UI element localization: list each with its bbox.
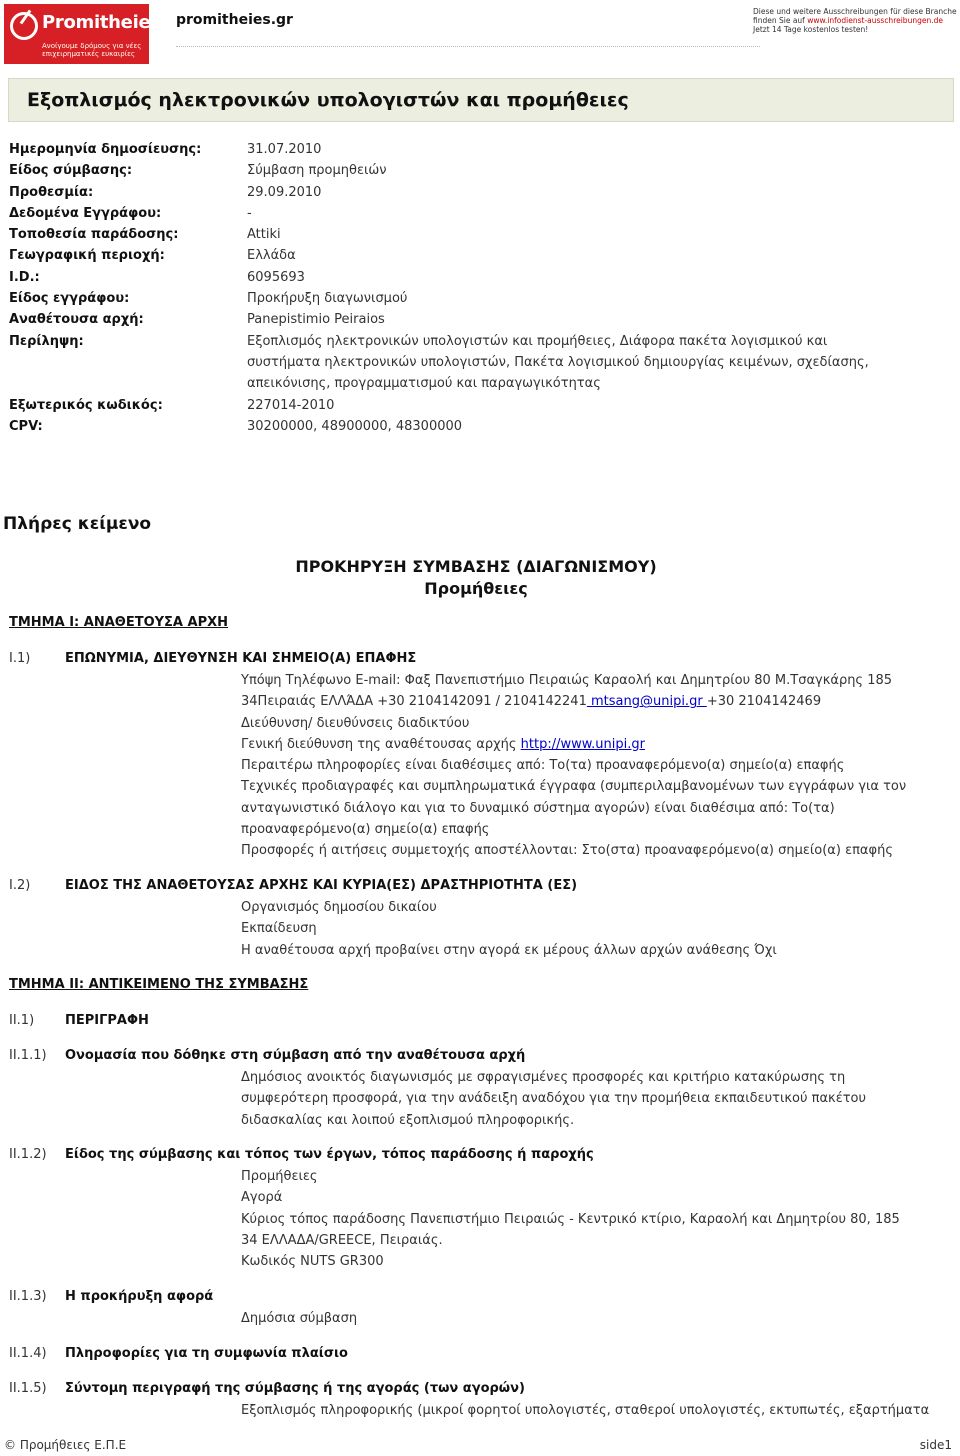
detail-row — [9, 416, 949, 437]
item-number: II.1.1) — [9, 1048, 47, 1063]
detail-label: Προθεσμία: — [9, 184, 94, 200]
notice-title-sub: Προμήθειες — [424, 579, 528, 598]
body-line: Κωδικός NUTS GR300 — [241, 1254, 384, 1270]
detail-row — [9, 160, 949, 181]
footer-copyright: © Προμήθειες Ε.Π.Ε — [4, 1438, 127, 1452]
item-body — [241, 1400, 941, 1421]
detail-value: 30200000, 48900000, 48300000 — [247, 418, 463, 434]
info-line: Τεχνικές προδιαγραφές και συμπληρωματικά έγγραφα (συμπεριλαμβανομένων των εγγράφων για τον ανταγωνιστικό διάλογο και για το δυναμικό σύστημα αγορών) είναι διαθέσιμα από: Το(τα) προαναφερόμενο(α) σημείο(α) επαφής — [241, 779, 907, 838]
detail-label: Περίληψη: — [9, 333, 84, 349]
detail-value: 6095693 — [247, 269, 305, 285]
notice-title — [0, 556, 952, 600]
item-number: II.1.4) — [9, 1346, 47, 1361]
item-number: I.2) — [9, 878, 31, 893]
item-heading: ΕΙΔΟΣ ΤΗΣ ΑΝΑΘΕΤΟΥΣΑΣ ΑΡΧΗΣ ΚΑΙ ΚΥΡΙΑ(ΕΣ) ΔΡΑΣΤΗΡΙΟΤΗΤΑ (ΕΣ) — [65, 878, 578, 893]
body-line: Προμήθειες — [241, 1169, 318, 1184]
detail-row — [9, 182, 949, 203]
detail-value: Panepistimio Peiraios — [247, 312, 385, 328]
detail-value: 29.09.2010 — [247, 184, 322, 200]
detail-value: Εξοπλισμός ηλεκτρονικών υπολογιστών και προμήθειες, Διάφορα πακέτα λογισμικού και συστήματα ηλεκτρονικών υπολογιστών, Πακέτα λογισμικού δημιουργίας κειμένων, σχεδίασης, απεικόνισης, προγραμματισμού και παραγωγικότητας — [247, 333, 869, 392]
body-line: Κύριος τόπος παράδοσης Πανεπιστήμιο Πειραιώς - Κεντρικό κτίριο, Καραολή και Δημητρίου 80, 185 34 ΕΛΛΑΔΑ/GREECE, Πειραιάς. — [241, 1211, 900, 1248]
detail-value: Προκήρυξη διαγωνισμού — [247, 291, 408, 307]
section-heading: ΤΜΗΜΑ II: ΑΝΤΙΚΕΙΜΕΝΟ ΤΗΣ ΣΥΜΒΑΣΗΣ — [9, 977, 309, 992]
item-body — [241, 1166, 901, 1272]
detail-label: Δεδομένα Εγγράφου: — [9, 205, 162, 221]
item-heading: Είδος της σύμβασης και τόπος των έργων, τόπος παράδοσης ή παροχής — [65, 1147, 594, 1162]
item-heading: Ονομασία που δόθηκε στη σύμβαση από την αναθέτουσα αρχή — [65, 1048, 526, 1063]
detail-value: 31.07.2010 — [247, 142, 322, 157]
item-heading: Η προκήρυξη αφορά — [65, 1289, 214, 1304]
header-divider — [176, 46, 760, 47]
detail-row — [9, 267, 949, 288]
site-name: promitheies.gr — [176, 12, 293, 28]
tender-details — [9, 139, 949, 437]
logo-target-icon — [10, 12, 38, 40]
ad-text-2: Jetzt 14 Tage kostenlos testen! — [753, 25, 869, 34]
item-body — [241, 1308, 941, 1329]
section-heading: ΤΜΗΜΑ I: ΑΝΑΘΕΤΟΥΣΑ ΑΡΧΗ — [9, 615, 228, 630]
item-heading: Πληροφορίες για τη συμφωνία πλαίσιο — [65, 1346, 348, 1361]
web-prefix: Γενική διεύθυνση της αναθέτουσας αρχής — [241, 736, 521, 752]
ad-link[interactable]: www.infodienst-ausschreibungen.de — [807, 16, 943, 25]
detail-label: Αναθέτουσα αρχή: — [9, 312, 144, 328]
logo-name: Promitheies.gr — [42, 12, 189, 33]
detail-value: Σύμβαση προμηθειών — [247, 163, 387, 179]
detail-row — [9, 395, 949, 416]
detail-label: Ημερομηνία δημοσίευσης: — [9, 142, 202, 157]
detail-row — [9, 203, 949, 224]
logo-tagline: Ανοίγουμε δρόμους για νέες επιχειρηματικές ευκαιρίες — [42, 42, 142, 58]
website-link[interactable]: http://www.unipi.gr — [520, 736, 645, 752]
web-label: Διεύθυνση/ διευθύνσεις διαδικτύου — [241, 715, 470, 731]
detail-value: - — [247, 205, 252, 221]
body-line: Δημόσιος ανοικτός διαγωνισμός με σφραγισμένες προσφορές και κριτήριο κατακύρωσης τη συμφερότερη προσφορά, για την ανάδειξη αναδόχου για την προμήθεια εκπαιδευτικού πακέτου διδασκαλίας και λοιπού εξοπλισμού πληροφορικής. — [241, 1070, 867, 1128]
detail-label: Είδος εγγράφου: — [9, 291, 130, 307]
detail-row — [9, 245, 949, 266]
detail-label: I.D.: — [9, 269, 40, 285]
contact-line — [241, 670, 941, 713]
item-body — [241, 897, 941, 961]
email-link[interactable]: mtsang@unipi.gr — [586, 694, 707, 710]
item-number: I.1) — [9, 651, 31, 666]
body-line: Αγορά — [241, 1190, 283, 1206]
detail-row — [9, 139, 949, 160]
contact-fax: +30 2104142469 — [706, 694, 822, 710]
body-line: Οργανισμός δημοσίου δικαίου — [241, 900, 437, 915]
detail-row — [9, 288, 949, 309]
info-line: Προσφορές ή αιτήσεις συμμετοχής αποστέλλονται: Στο(στα) προαναφερόμενο(α) σημείο(α) επαφής — [241, 843, 893, 859]
page-title: Εξοπλισμός ηλεκτρονικών υπολογιστών και προμήθειες — [27, 89, 629, 111]
detail-row — [9, 331, 949, 395]
detail-label: Τοποθεσία παράδοσης: — [9, 227, 179, 243]
notice-title-main: ΠΡΟΚΗΡΥΞΗ ΣΥΜΒΑΣΗΣ (ΔΙΑΓΩΝΙΣΜΟΥ) — [295, 557, 657, 576]
detail-label: CPV: — [9, 418, 43, 434]
full-text-heading: Πλήρες κείμενο — [3, 514, 152, 534]
body-line: Εκπαίδευση — [241, 921, 317, 937]
detail-label: Γεωγραφική περιοχή: — [9, 248, 165, 264]
ad-notice — [753, 7, 958, 34]
detail-row — [9, 224, 949, 245]
body-line: Εξοπλισμός πληροφορικής (μικροί φορητοί υπολογιστές, σταθεροί υπολογιστές, εκτυπωτές, εξαρτήματα — [241, 1403, 930, 1418]
web-line — [241, 734, 941, 755]
detail-label: Εξωτερικός κωδικός: — [9, 397, 163, 413]
site-logo[interactable] — [4, 4, 189, 64]
contact-address: Υπόψη Τηλέφωνο E-mail: Φαξ Πανεπιστήμιο Πειραιώς Καραολή και Δημητρίου 80 Μ.Τσαγκάρης 185 34Πειραιάς ΕΛΛΆΔΑ +30 2104142091 / 2104142241 — [241, 673, 893, 710]
info-line: Περαιτέρω πληροφορίες είναι διαθέσιμες από: Το(τα) προαναφερόμενο(α) σημείο(α) επαφής — [241, 758, 845, 774]
detail-row — [9, 309, 949, 330]
detail-value: 227014-2010 — [247, 397, 335, 413]
footer-page: side1 — [919, 1438, 952, 1452]
item-heading: Σύντομη περιγραφή της σύμβασης ή της αγοράς (των αγορών) — [65, 1381, 525, 1396]
item-heading: ΕΠΩΝΥΜΙΑ, ΔΙΕΥΘΥΝΣΗ ΚΑΙ ΣΗΜΕΙΟ(Α) ΕΠΑΦΗΣ — [65, 651, 417, 666]
body-line: Η αναθέτουσα αρχή προβαίνει στην αγορά εκ μέρους άλλων αρχών ανάθεσης Όχι — [241, 942, 777, 958]
item-body — [241, 1067, 906, 1131]
body-line: Δημόσια σύμβαση — [241, 1311, 358, 1326]
detail-label: Είδος σύμβασης: — [9, 163, 133, 179]
title-bar — [8, 78, 954, 122]
detail-value: Ελλάδα — [247, 248, 296, 264]
ad-text-1: Diese und weitere Ausschreibungen für diese Branche finden Sie auf — [753, 7, 957, 25]
item-number: II.1.3) — [9, 1289, 47, 1304]
item-number: II.1.2) — [9, 1147, 47, 1162]
detail-value: Attiki — [247, 227, 281, 243]
item-number: II.1.5) — [9, 1381, 47, 1396]
item-number: II.1) — [9, 1013, 35, 1028]
item-heading: ΠΕΡΙΓΡΑΦΗ — [65, 1013, 149, 1028]
item-body — [241, 670, 941, 862]
